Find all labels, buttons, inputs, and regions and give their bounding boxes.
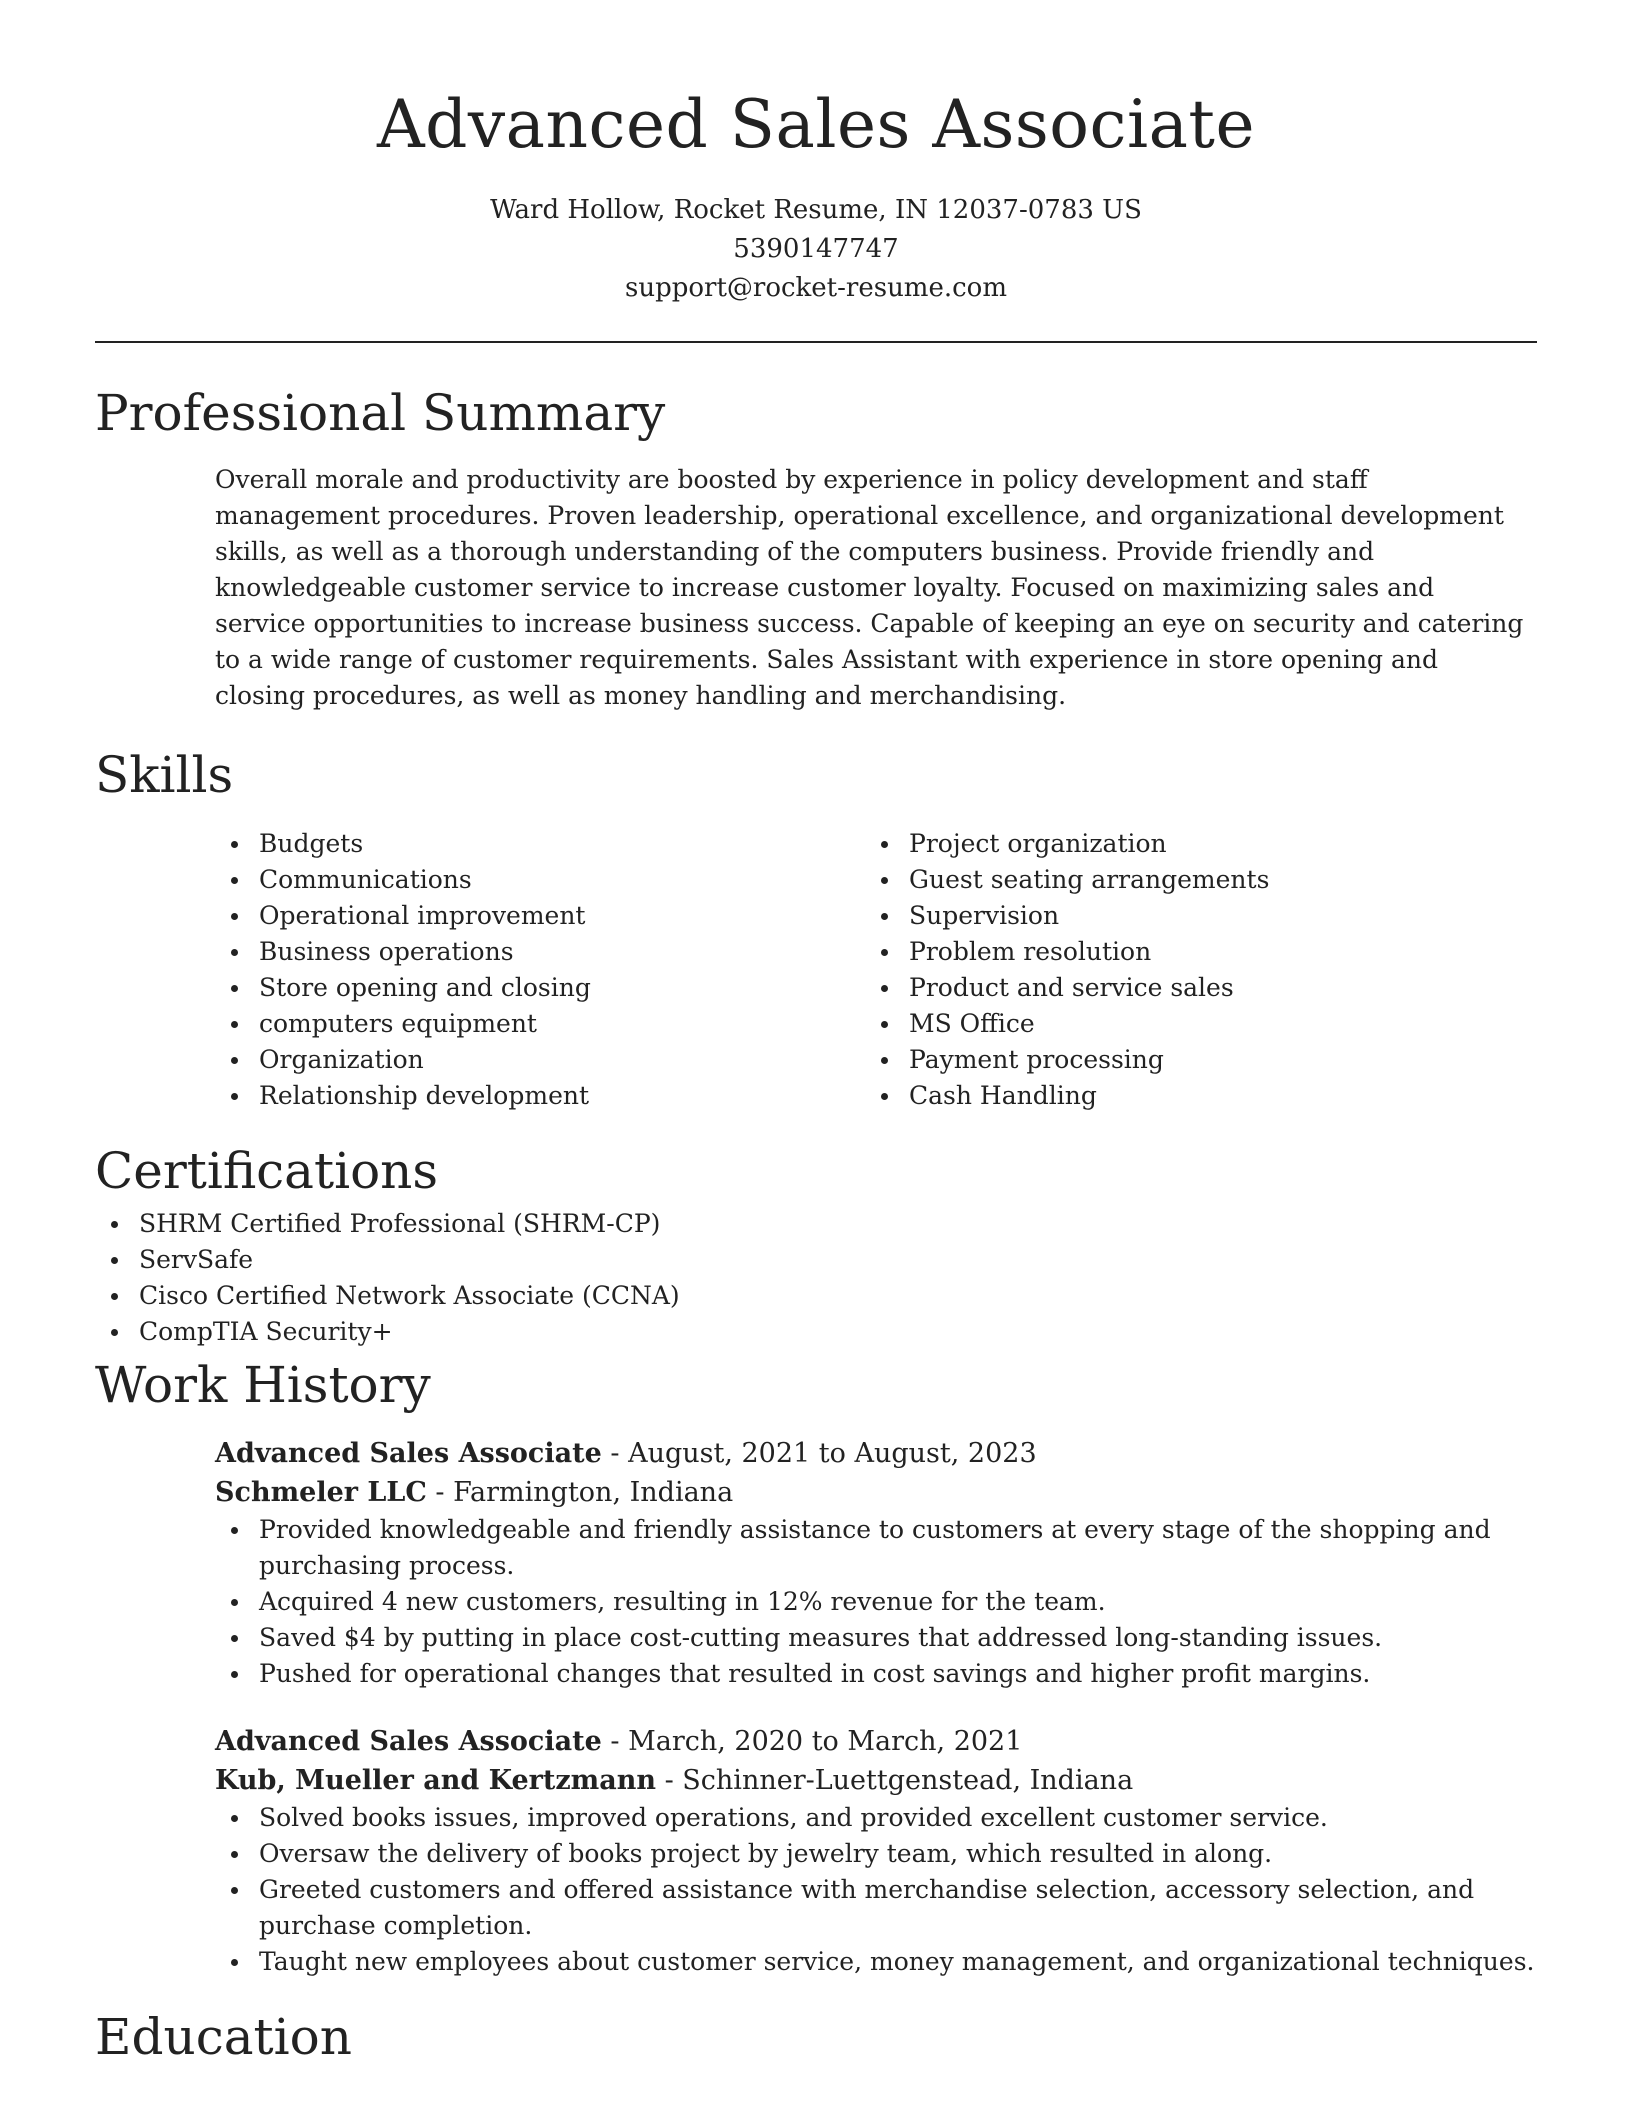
job-duty-text: Taught new employees about customer service, money management, and organizational techniques. (259, 1947, 1535, 1976)
job-duty-item (215, 1512, 1537, 1584)
job-title-line (215, 1722, 1537, 1761)
job-role: Advanced Sales Associate (215, 1726, 602, 1757)
certification-item (95, 1242, 1537, 1278)
skill-item (215, 970, 865, 1006)
summary-section (95, 378, 1537, 714)
job-company-line (215, 1473, 1537, 1512)
skill-item (215, 826, 865, 862)
contact-info (95, 191, 1537, 308)
job-duty-item (215, 1944, 1537, 1980)
certification-item (95, 1314, 1537, 1350)
job-role: Advanced Sales Associate (215, 1438, 602, 1469)
skill-item (865, 1078, 1515, 1114)
certification-label: SHRM Certified Professional (SHRM-CP) (139, 1209, 661, 1238)
job-title-line (215, 1434, 1537, 1473)
bullet-dot (881, 949, 888, 956)
resume-header (95, 82, 1537, 308)
bullet-dot (111, 1257, 118, 1264)
bullet-dot (231, 1057, 238, 1064)
job-duty-text: Solved books issues, improved operations, and provided excellent customer service. (259, 1803, 1328, 1832)
certifications-heading: Certifications (95, 1142, 439, 1200)
skill-item (215, 898, 865, 934)
job-company: Kub, Mueller and Kertzmann (215, 1765, 657, 1796)
job-duty-item (215, 1800, 1537, 1836)
bullet-dot (111, 1293, 118, 1300)
skill-item (865, 970, 1515, 1006)
skill-label: Payment processing (909, 1045, 1164, 1074)
bullet-dot (231, 1093, 238, 1100)
job-duties-list (215, 1512, 1537, 1692)
header-divider (95, 341, 1537, 343)
bullet-dot (231, 877, 238, 884)
education-section (95, 2002, 1537, 2072)
certification-item (95, 1206, 1537, 1242)
contact-email: support@rocket-resume.com (624, 273, 1007, 303)
candidate-name: Advanced Sales Associate (376, 86, 1256, 163)
bullet-dot (231, 841, 238, 848)
contact-address: Ward Hollow, Rocket Resume, IN 12037-0783 US (490, 195, 1142, 225)
job-duty-item (215, 1584, 1537, 1620)
skills-heading: Skills (95, 746, 234, 804)
skill-item (865, 1042, 1515, 1078)
skill-item (865, 1006, 1515, 1042)
bullet-dot (231, 913, 238, 920)
certification-label: CompTIA Security+ (139, 1317, 393, 1346)
job-location: - Farmington, Indiana (426, 1477, 734, 1508)
certification-label: ServSafe (139, 1245, 254, 1274)
bullet-dot (231, 1021, 238, 1028)
job-dates: - March, 2020 to March, 2021 (601, 1726, 1023, 1757)
skill-item (215, 862, 865, 898)
job-duty-text: Saved $4 by putting in place cost-cutting measures that addressed long-standing issues. (259, 1623, 1383, 1652)
bullet-dot (231, 1959, 238, 1966)
job-company-line (215, 1761, 1537, 1800)
skill-label: computers equipment (259, 1009, 537, 1038)
education-heading: Education (95, 2008, 352, 2066)
skill-label: Relationship development (259, 1081, 590, 1110)
bullet-dot (881, 985, 888, 992)
job-duty-item (215, 1620, 1537, 1656)
skill-label: Communications (259, 865, 472, 894)
summary-heading: Professional Summary (95, 384, 666, 442)
job-entry (215, 1722, 1537, 1980)
work-history-section (95, 1350, 1537, 1980)
bullet-dot (231, 949, 238, 956)
skill-label: MS Office (909, 1009, 1035, 1038)
skills-column-left (215, 826, 865, 1114)
job-duty-text: Greeted customers and offered assistance with merchandise selection, accessory selection, and purchase completion. (259, 1875, 1475, 1940)
skill-label: Store opening and closing (259, 973, 591, 1002)
job-duty-text: Provided knowledgeable and friendly assistance to customers at every stage of the shopping and purchasing process. (259, 1515, 1491, 1580)
bullet-dot (881, 841, 888, 848)
skill-item (215, 1042, 865, 1078)
work-history-heading: Work History (95, 1356, 431, 1414)
job-duty-text: Acquired 4 new customers, resulting in 12% revenue for the team. (259, 1587, 1106, 1616)
skills-list-left (215, 826, 865, 1114)
summary-text: Overall morale and productivity are boosted by experience in policy development and staff management procedures. Proven leadership, operational excellence, and organizational development skills, as well as a thorough understanding of the computers business. Provide friendly and knowledgeable customer service to increase customer loyalty. Focused on maximizing sales and service opportunities to increase business success. Capable of keeping an eye on security and catering to a wide range of customer requirements. Sales Assistant with experience in store opening and closing procedures, as well as money handling and merchandising. (215, 465, 1524, 710)
bullet-dot (231, 1635, 238, 1642)
certifications-list (95, 1206, 1537, 1350)
bullet-dot (881, 877, 888, 884)
skill-label: Budgets (259, 829, 364, 858)
skill-item (215, 934, 865, 970)
skill-label: Problem resolution (909, 937, 1152, 966)
bullet-dot (231, 1527, 238, 1534)
skill-item (865, 862, 1515, 898)
skill-item (215, 1006, 865, 1042)
certification-item (95, 1278, 1537, 1314)
skill-label: Business operations (259, 937, 514, 966)
job-dates: - August, 2021 to August, 2023 (601, 1438, 1037, 1469)
job-duty-item (215, 1836, 1537, 1872)
bullet-dot (881, 1057, 888, 1064)
job-duty-item (215, 1872, 1537, 1944)
bullet-dot (111, 1221, 118, 1228)
job-duty-text: Pushed for operational changes that resulted in cost savings and higher profit margins. (259, 1659, 1371, 1688)
job-duty-item (215, 1656, 1537, 1692)
skill-label: Project organization (909, 829, 1167, 858)
skill-item (215, 1078, 865, 1114)
job-duty-text: Oversaw the delivery of books project by jewelry team, which resulted in along. (259, 1839, 1273, 1868)
bullet-dot (111, 1329, 118, 1336)
skill-item (865, 934, 1515, 970)
skills-column-right (865, 826, 1515, 1114)
bullet-dot (231, 1815, 238, 1822)
skill-label: Product and service sales (909, 973, 1234, 1002)
skills-section (95, 740, 1537, 1114)
certifications-section (95, 1136, 1537, 1350)
skill-label: Guest seating arrangements (909, 865, 1270, 894)
bullet-dot (231, 1851, 238, 1858)
resume-content (95, 378, 1537, 2072)
bullet-dot (231, 1887, 238, 1894)
bullet-dot (231, 1599, 238, 1606)
job-duties-list (215, 1800, 1537, 1980)
skill-label: Supervision (909, 901, 1060, 930)
job-company: Schmeler LLC (215, 1477, 427, 1508)
skill-item (865, 826, 1515, 862)
bullet-dot (231, 1671, 238, 1678)
job-location: - Schinner-Luettgenstead, Indiana (656, 1765, 1134, 1796)
bullet-dot (881, 1093, 888, 1100)
job-entry (215, 1434, 1537, 1692)
skill-label: Operational improvement (259, 901, 586, 930)
skill-label: Organization (259, 1045, 424, 1074)
skills-grid (215, 826, 1537, 1114)
bullet-dot (881, 1021, 888, 1028)
bullet-dot (231, 985, 238, 992)
bullet-dot (881, 913, 888, 920)
skill-item (865, 898, 1515, 934)
skills-list-right (865, 826, 1515, 1114)
contact-phone: 5390147747 (733, 234, 899, 264)
skill-label: Cash Handling (909, 1081, 1097, 1110)
certification-label: Cisco Certified Network Associate (CCNA) (139, 1281, 680, 1310)
